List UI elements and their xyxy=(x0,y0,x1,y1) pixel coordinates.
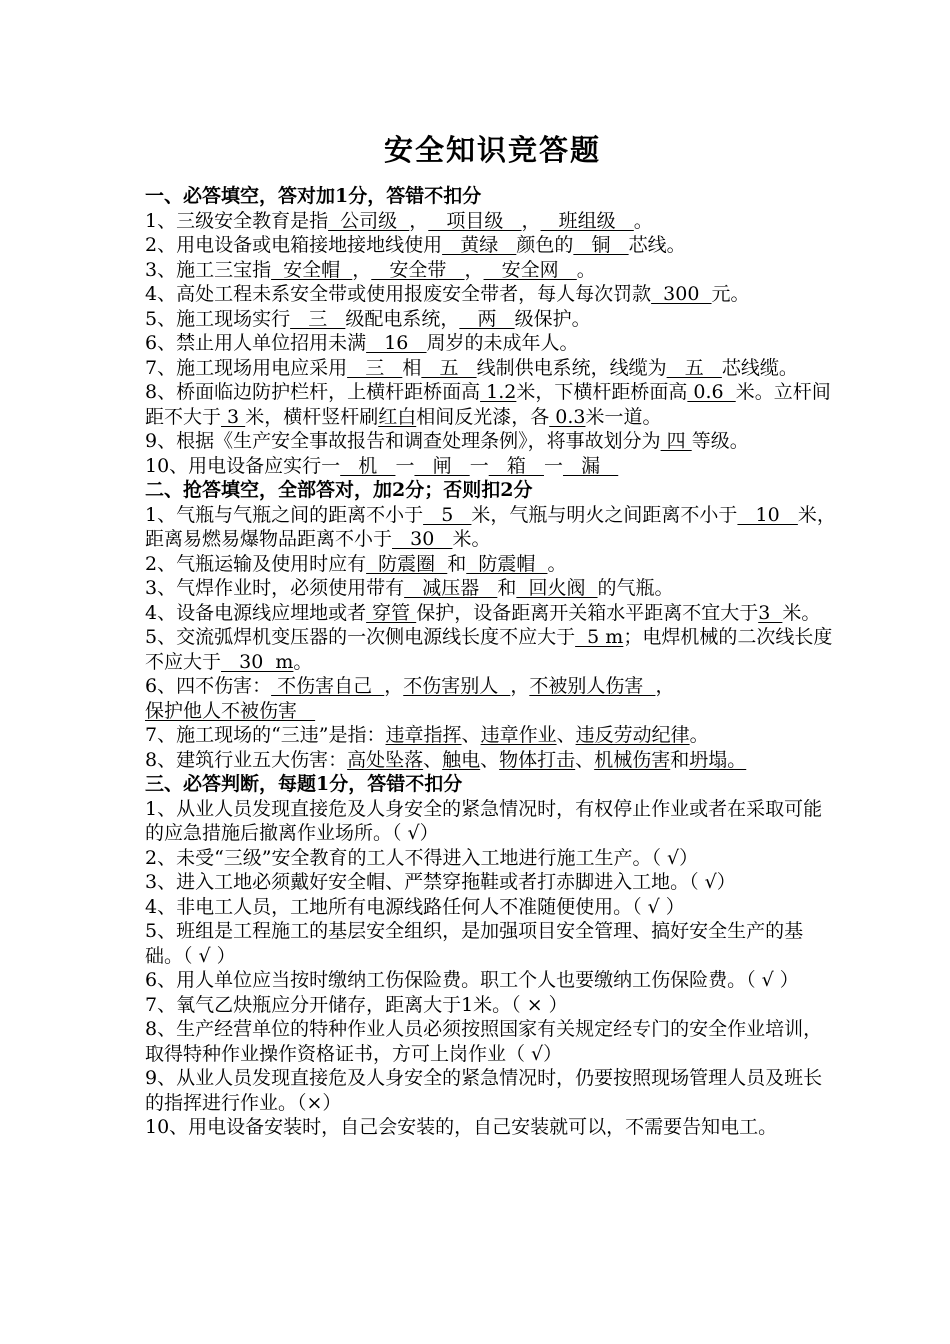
question-item xyxy=(145,846,840,871)
question-item xyxy=(145,258,840,283)
question-text: ， xyxy=(655,675,675,697)
question-text: 10、用电设备安装时，自己会安装的，自己安装就可以，不需要告知电工。 xyxy=(145,1116,778,1138)
section-heading: 二、抢答填空，全部答对，加2分；否则扣2分 xyxy=(145,479,533,501)
question-text: 元。 xyxy=(711,283,750,305)
question-text: 8、桥面临边防护栏杆，上横杆距桥面高 xyxy=(145,381,481,403)
question-text: 6、四不伤害： xyxy=(145,675,272,697)
question-item xyxy=(145,919,840,968)
question-text: 芯线。 xyxy=(628,234,686,256)
question-text: 、 xyxy=(556,724,576,746)
question-text: 、 xyxy=(461,724,481,746)
answer-blank: 机械伤害 xyxy=(594,748,671,771)
answer-blank: 五 xyxy=(666,356,722,379)
question-text: 4、高处工程未系安全带或使用报废安全带者，每人每次罚款 xyxy=(145,283,652,305)
question-item xyxy=(145,356,840,381)
answer-blank: 三 xyxy=(290,307,346,330)
question-item xyxy=(145,1017,840,1066)
answer-blank: 回火阀 xyxy=(516,577,598,599)
question-text: 5、施工现场实行 xyxy=(145,307,291,330)
question-text: 的气瓶。 xyxy=(597,577,674,599)
answer-blank: 红白 xyxy=(378,405,417,428)
answer-blank: 不伤害自己 xyxy=(271,675,385,697)
question-text: 10、用电设备应实行一 xyxy=(145,454,341,477)
question-text: 和 xyxy=(670,748,690,771)
question-text: 7、施工现场的“三违”是指： xyxy=(145,724,386,746)
question-text: 、 xyxy=(575,748,595,771)
question-text: 6、用人单位应当按时缴纳工伤保险费。职工个人也要缴纳工伤保险费。（ √ ） xyxy=(145,969,799,991)
answer-blank: 保护他人不被伤害 xyxy=(145,699,316,722)
question-item xyxy=(145,576,840,601)
question-text: 。 xyxy=(633,209,653,232)
question-text: 4、设备电源线应埋地或者 xyxy=(145,601,367,624)
question-text: 一 xyxy=(469,454,489,477)
answer-blank: 触电 xyxy=(442,748,481,771)
question-text: 。 xyxy=(547,552,567,575)
question-text: 和 xyxy=(447,552,467,575)
question-text: 、 xyxy=(423,748,443,771)
question-text: 周岁的未成年人。 xyxy=(426,332,579,354)
page-title: 安全知识竞答题 xyxy=(383,133,601,167)
answer-blank: 3 xyxy=(221,405,246,428)
question-text: 等级。 xyxy=(691,430,749,452)
document-body xyxy=(145,184,840,1140)
question-item xyxy=(145,429,840,454)
answer-blank: 铜 xyxy=(573,234,629,256)
question-text: 。 xyxy=(689,724,709,746)
question-item xyxy=(145,552,840,577)
answer-blank: 项目级 xyxy=(428,209,522,232)
question-item xyxy=(145,968,840,993)
answer-blank: 违章作业 xyxy=(480,724,557,746)
question-text: 5、交流弧焊机变压器的一次侧电源线长度不应大于 xyxy=(145,626,576,648)
question-item xyxy=(145,674,840,723)
question-item xyxy=(145,993,840,1018)
answer-blank: 16 xyxy=(366,332,427,354)
question-text: 9、根据《生产安全事故报告和调查处理条例》，将事故划分为 xyxy=(145,430,661,452)
question-text: 1、从业人员发现直接危及人身安全的紧急情况时，有权停止作业或者在采取可能的应急措施后撤离作业场所。（ √） xyxy=(145,797,823,844)
question-text: 7、施工现场用电应采用 xyxy=(145,356,348,379)
answer-blank: 安全带 xyxy=(371,258,465,281)
question-item xyxy=(145,233,840,258)
answer-blank: 两 xyxy=(459,307,515,330)
question-item xyxy=(145,282,840,307)
answer-blank: 机 xyxy=(340,454,396,477)
question-text: 米，距离易燃易爆物品距离不小于 xyxy=(145,503,836,550)
question-text: 7、氧气乙炔瓶应分开储存，距离大于1米。（ × ） xyxy=(145,993,568,1016)
answer-blank: 3 xyxy=(758,601,783,624)
question-text: ， xyxy=(352,258,372,281)
question-item xyxy=(145,601,840,626)
question-text: 2、未受“三级”安全教育的工人不得进入工地进行施工生产。（ √） xyxy=(145,846,699,869)
answer-blank: 0.6 xyxy=(687,381,736,403)
answer-blank: 不伤害别人 xyxy=(403,675,511,697)
document-page xyxy=(145,128,840,1140)
question-text: 线制供电系统，线缆为 xyxy=(476,356,667,379)
question-item xyxy=(145,723,840,748)
question-text: 颜色的 xyxy=(516,234,574,256)
answer-blank: 闸 xyxy=(414,454,470,477)
answer-blank: 10 xyxy=(737,503,798,526)
question-text: ， xyxy=(510,675,530,697)
answer-blank: 1.2 xyxy=(480,381,517,403)
answer-blank: 违章指挥 xyxy=(385,724,462,746)
question-text: 1、三级安全教育是指 xyxy=(145,209,329,232)
question-text: 。 xyxy=(293,650,313,673)
question-text: ， xyxy=(384,675,404,697)
question-text: 4、非电工人员，工地所有电源线路任何人不准随便使用。（ √ ） xyxy=(145,895,685,918)
question-item xyxy=(145,380,840,429)
question-text: 米。 xyxy=(452,528,491,550)
question-item xyxy=(145,503,840,552)
section-heading: 三、必答判断，每题1分，答错不扣分 xyxy=(145,773,463,795)
answer-blank: 公司级 xyxy=(328,209,410,232)
answer-blank: 物体打击 xyxy=(499,748,576,771)
question-text: 相间反光漆，各 xyxy=(416,405,550,428)
answer-blank: 30 xyxy=(392,528,453,550)
question-text: ， xyxy=(464,258,484,281)
question-item xyxy=(145,895,840,920)
question-text: 。 xyxy=(576,258,596,281)
answer-blank: 漏 xyxy=(562,454,619,477)
question-item xyxy=(145,870,840,895)
question-item xyxy=(145,748,840,773)
question-text: 一 xyxy=(543,454,563,477)
question-text: 9、从业人员发现直接危及人身安全的紧急情况时，仍要按照现场管理人员及班长的指挥进行作业。（×） xyxy=(145,1067,823,1114)
answer-blank: 0.3 xyxy=(549,405,586,428)
question-text: 2、用电设备或电箱接地接地线使用 xyxy=(145,234,443,256)
answer-blank: 防震帽 xyxy=(466,552,548,575)
question-text: 米一道。 xyxy=(585,405,662,428)
answer-blank: 五 xyxy=(421,356,477,379)
question-text: 级保护。 xyxy=(514,307,591,330)
answer-blank: 不被别人伤害 xyxy=(529,675,656,697)
question-text: 、 xyxy=(480,748,500,771)
answer-blank: 5 xyxy=(423,503,472,526)
question-text: ， xyxy=(521,209,541,232)
question-text: 级配电系统， xyxy=(345,307,460,330)
question-text: 芯线缆。 xyxy=(721,356,798,379)
question-text: 3、施工三宝指 xyxy=(145,258,272,281)
question-item xyxy=(145,307,840,332)
answer-blank: 高处坠落 xyxy=(347,748,424,771)
answer-blank: 安全帽 xyxy=(271,258,353,281)
question-text: 6、禁止用人单位招用未满 xyxy=(145,332,367,354)
question-text: 1、气瓶与气瓶之间的距离不小于 xyxy=(145,503,424,526)
question-item xyxy=(145,1066,840,1115)
question-text: 3、进入工地必须戴好安全帽、严禁穿拖鞋或者打赤脚进入工地。（ √） xyxy=(145,871,736,893)
question-item xyxy=(145,1115,840,1140)
answer-blank: 300 xyxy=(651,283,712,305)
question-text: ， xyxy=(409,209,429,232)
question-text: 米，气瓶与明火之间距离不小于 xyxy=(471,503,738,526)
question-item xyxy=(145,331,840,356)
question-text: 8、生产经营单位的特种作业人员必须按照国家有关规定经专门的安全作业培训，取得特种作业操作资格证书，方可上岗作业（ √） xyxy=(145,1018,823,1065)
question-text: 8、建筑行业五大伤害： xyxy=(145,748,348,771)
answer-blank: 减压器 xyxy=(404,577,498,599)
question-item xyxy=(145,209,840,234)
answer-blank: 黄绿 xyxy=(442,234,517,256)
answer-blank: 防震圈 xyxy=(366,552,448,575)
question-item xyxy=(145,454,840,479)
answer-blank: 5 m xyxy=(575,626,624,648)
answer-blank: 安全网 xyxy=(483,258,577,281)
question-text: 一 xyxy=(395,454,415,477)
answer-blank: 30 m xyxy=(221,650,294,673)
question-text: 米。 xyxy=(782,601,821,624)
question-item xyxy=(145,797,840,846)
section-heading: 一、必答填空，答对加1分，答错不扣分 xyxy=(145,185,482,207)
answer-blank: 违反劳动纪律 xyxy=(575,724,690,746)
question-text: 保护，设备距离开关箱水平距离不宜大于 xyxy=(416,601,759,624)
answer-blank: 箱 xyxy=(488,454,544,477)
question-item xyxy=(145,625,840,674)
question-text: 2、气瓶运输及使用时应有 xyxy=(145,552,367,575)
question-text: 米，横杆竖杆刷 xyxy=(245,405,379,428)
answer-blank: 班组级 xyxy=(540,209,634,232)
answer-blank: 穿管 xyxy=(366,601,417,624)
answer-blank: 三 xyxy=(347,356,403,379)
question-text: 米，下横杆距桥面高 xyxy=(516,381,688,403)
question-text: 米。立杆间距不大于 xyxy=(145,381,831,428)
question-text: 3、气焊作业时，必须使用带有 xyxy=(145,577,405,599)
question-text: 5、班组是工程施工的基层安全组织，是加强项目安全管理、搞好安全生产的基础。（ √ ） xyxy=(145,920,804,967)
question-text: ；电焊机械的二次线长度不应大于 xyxy=(145,626,833,673)
question-text: 相 xyxy=(402,356,422,379)
answer-blank: 坍塌。 xyxy=(689,748,747,771)
question-text: 和 xyxy=(497,577,517,599)
answer-blank: 四 xyxy=(660,430,692,452)
